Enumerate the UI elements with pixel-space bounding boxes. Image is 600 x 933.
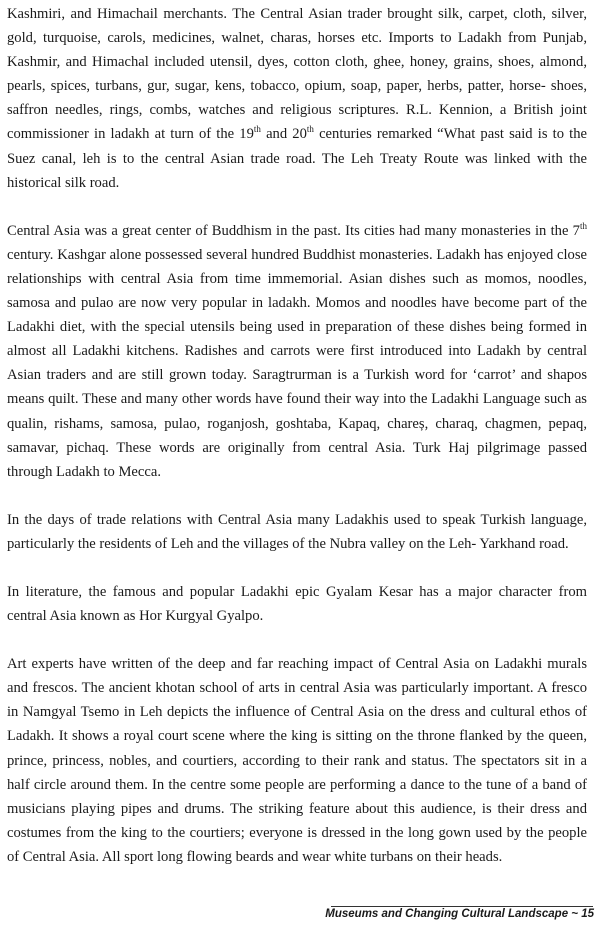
page-body	[7, 2, 587, 869]
footer-rule	[331, 906, 593, 907]
paragraph-literature: In literature, the famous and popular Ladakhi epic Gyalam Kesar has a major character from central Asia known as Hor Kurgyal Gyalpo.	[7, 583, 587, 625]
paragraph-trade-goods: Kashmiri, and Himachail merchants. The Central Asian trader brought silk, carpet, cloth, silver, gold, turquoise, carols, medicines, walnet, charas, horses etc. Imports to Ladakh from Punjab, Kashmir, and Himachal included utensil, dyes, cotton cloth, ghee, honey, grains, shoes, almond, pearls, spices, turbans, gur, sugar, kens, tobacco, opium, soap, paper, herbs, patter, horse- shoes, saffron needles, rings, combs, watches and religious scriptures. R.L. Kennion, a British joint commissioner in ladakh at turn of the 19th and 20th centuries remarked “What past said is to the Suez canal, leh is to the central Asian trade road. The Leh Treaty Route was linked with the historical silk road.	[7, 6, 587, 191]
paragraph-turkish-language: In the days of trade relations with Central Asia many Ladakhis used to speak Turkish language, particularly the residents of Leh and the villages of the Nubra valley on the Leh- Yarkhand road.	[7, 511, 587, 552]
paragraph-art-frescos: Art experts have written of the deep and far reaching impact of Central Asia on Ladakhi murals and frescos. The ancient khotan school of arts in central Asia was particularly important. A fresco in Namgyal Tsemo in Leh depicts the influence of Central Asia on the dress and cultural ethos of Ladakh. It shows a royal court scene where the king is sitting on the throne flanked by the queen, prince, princess, nobles, and courtiers, according to their rank and status. The spectators sit in a half circle around them. In the centre some people are performing a dance to the tune of a band of musicians playing pipes and drums. The striking feature about this audience, is their dress and costumes from the king to the courtiers; everyone is dressed in the long gown used by the people of Central Asia. All sport long flowing beards and wear white turbans on their heads.	[7, 656, 587, 865]
paragraph-buddhism-cuisine: Central Asia was a great center of Buddhism in the past. Its cities had many monasteries in the 7th century. Kashgar alone possessed several hundred Buddhist monasteries. Ladakh has enjoyed close relationships with central Asia from time immemorial. Asian dishes such as momos, noodles, samosa and pulao are now very popular in ladakh. Momos and noodles have become part of the Ladakhi diet, with the special utensils being used in preparation of these dishes being formed in almost all Ladakhi kitchens. Radishes and carrots were first introduced into Ladakh by central Asian traders and are still grown today. Saragtrurman is a Turkish word for ‘carrot’ and shapos means quilt. These and many other words have found their way into the Ladakhi Language such as qualin, rishams, samosa, pulao, roganjosh, goshtaba, Kapaq, chareș, charaq, chagmen, pepaq, samavar, pichaq. These words are originally from central Asia. Turk Haj pilgrimage passed through Ladakh to Mecca.	[7, 220, 587, 480]
running-footer: Museums and Changing Cultural Landscape ~ 15	[325, 908, 594, 920]
